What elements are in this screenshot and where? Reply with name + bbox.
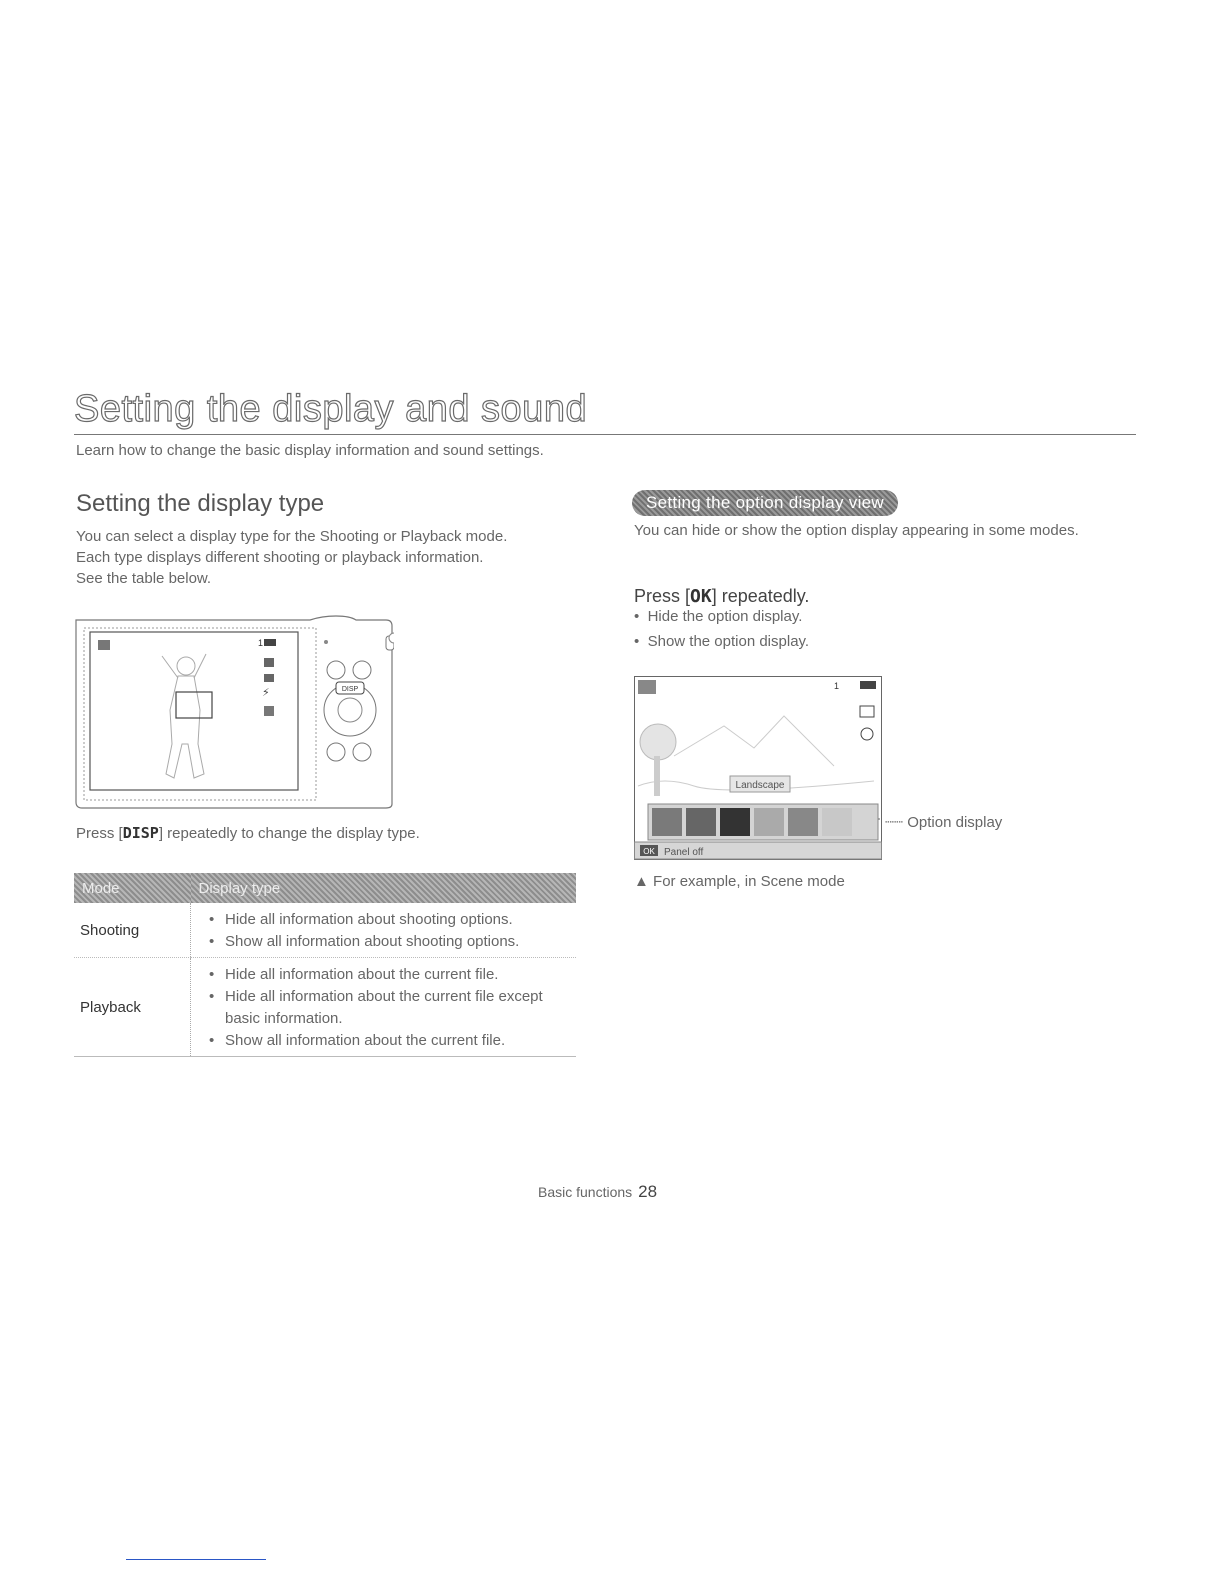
- option-thumb: [822, 808, 852, 836]
- table-header-mode: Mode: [74, 873, 191, 903]
- option-thumb: [720, 808, 750, 836]
- list-item: • Hide all information about shooting options.: [209, 911, 513, 928]
- press-ok-instruction: Press [OK] repeatedly.: [634, 586, 810, 607]
- table-row: [74, 903, 576, 958]
- flash-icon: ⚡: [262, 686, 270, 699]
- resolution-icon: [264, 658, 274, 667]
- display-type-table: [74, 873, 576, 1057]
- option-display-callout: ┈┈ Option display: [885, 814, 1003, 831]
- shot-count: 1: [258, 638, 264, 648]
- scene-mode-icon: [638, 680, 656, 694]
- list-item: • Show all information about the current file.: [209, 1032, 506, 1049]
- list-item: • Hide all information about the current file.: [209, 966, 499, 983]
- quality-icon: [264, 674, 274, 682]
- option-thumb: [686, 808, 716, 836]
- mode-cell: Playback: [74, 958, 191, 1057]
- list-item: • Show the option display.: [634, 633, 810, 650]
- svg-text:DISP: DISP: [341, 686, 359, 693]
- macro-icon: [264, 706, 274, 716]
- svg-text:Landscape: Landscape: [735, 780, 785, 791]
- option-thumb: [788, 808, 818, 836]
- description-line: You can select a display type for the Shooting or Playback mode.: [76, 528, 508, 545]
- disp-key: DISP: [122, 824, 159, 842]
- description-line: Each type displays different shooting or playback information.: [76, 549, 484, 566]
- ok-key: OK: [690, 586, 712, 607]
- scene-mode-screen-illustration: [634, 676, 882, 860]
- camera-back-illustration: [74, 614, 394, 810]
- list-item: • Hide the option display.: [634, 608, 803, 625]
- page-number: 28: [638, 1182, 658, 1201]
- caption-marker-icon: ▲: [634, 873, 649, 890]
- shot-count: 1: [834, 681, 840, 691]
- battery-icon: [264, 639, 276, 646]
- footer-section: Basic functions: [538, 1184, 633, 1200]
- panel-off-label: Panel off: [664, 847, 704, 858]
- battery-icon: [860, 681, 876, 689]
- table-header-display-type: Display type: [191, 873, 577, 903]
- description-line: See the table below.: [76, 570, 212, 587]
- display-type-description: [76, 526, 586, 589]
- title-divider: [74, 434, 1136, 435]
- resolution-icon: [860, 706, 874, 717]
- display-type-cell: [191, 958, 577, 1057]
- list-item: • Show all information about shooting options.: [209, 933, 520, 950]
- figure-caption: ▲ For example, in Scene mode: [634, 873, 845, 890]
- option-thumb: [754, 808, 784, 836]
- option-thumb: [652, 808, 682, 836]
- list-item: • Hide all information about the current file except basic information.: [209, 988, 543, 1027]
- display-type-cell: [191, 903, 577, 958]
- table-row: [74, 958, 576, 1057]
- page-subtitle: Learn how to change the basic display information and sound settings.: [76, 442, 544, 459]
- svg-text:OK: OK: [643, 847, 655, 856]
- option-display-description: You can hide or show the option display appearing in some modes.: [634, 522, 1079, 539]
- section-heading-option-display: Setting the option display view: [632, 490, 898, 516]
- camera-mode-icon: [98, 640, 110, 650]
- page-title: Setting the display and sound: [74, 388, 588, 430]
- bottom-link-line: [126, 1559, 266, 1560]
- section-heading-display-type: Setting the display type: [76, 490, 325, 517]
- mode-cell: Shooting: [74, 903, 191, 958]
- page-footer: [538, 1182, 657, 1202]
- flash-off-icon: [861, 728, 873, 740]
- press-disp-instruction: Press [DISP] repeatedly to change the display type.: [76, 824, 420, 842]
